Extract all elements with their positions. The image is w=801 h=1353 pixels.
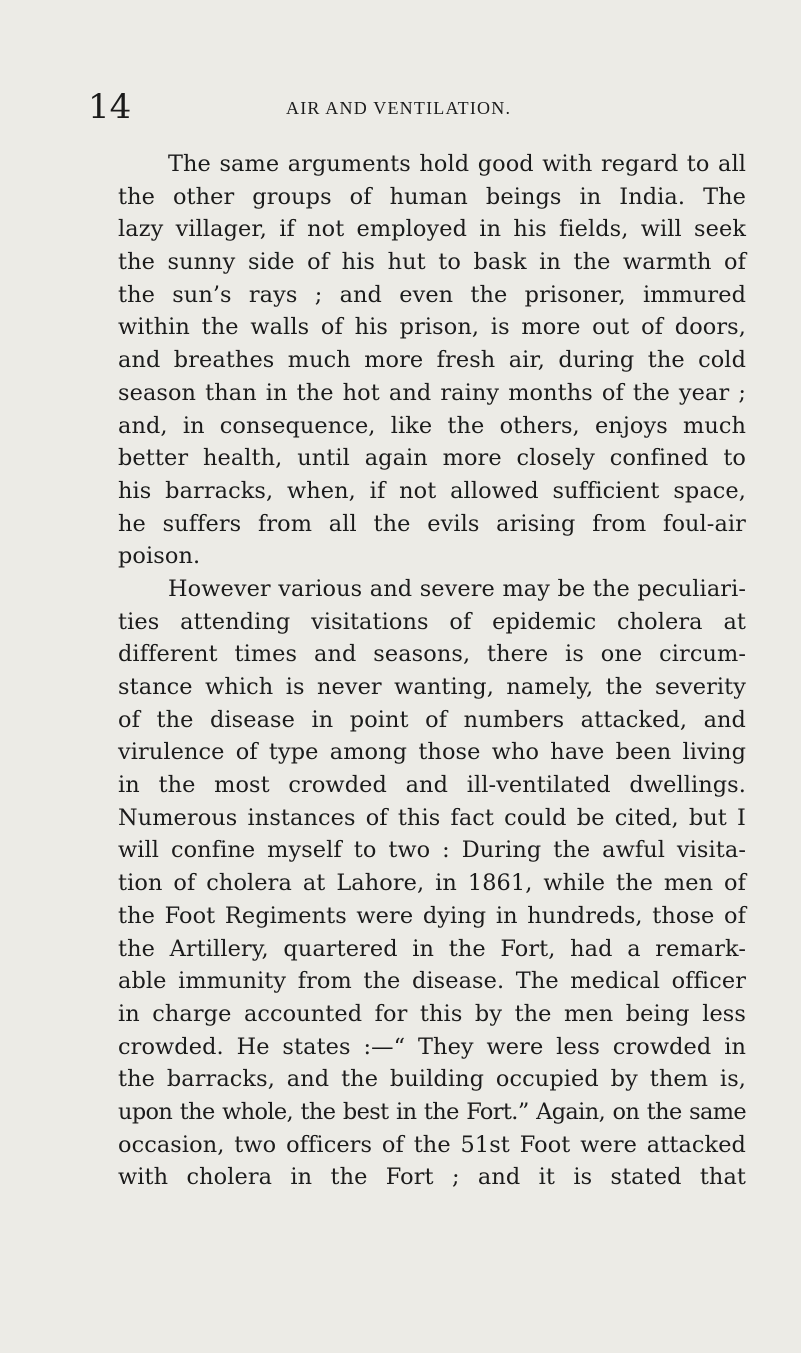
text-line: virulence of type among those who have been living [118, 739, 746, 766]
page-number: 14 [88, 87, 132, 127]
text-line: The same arguments hold good with regard to all [168, 151, 746, 177]
text-line: the sunny side of his hut to bask in the warmth of [118, 249, 746, 276]
running-head [88, 87, 748, 127]
text-line: of the disease in point of numbers attacked, and [118, 706, 746, 733]
text-line: and, in consequence, like the others, enjoys much [118, 412, 746, 439]
text-line: the other groups of human beings in India. The [118, 183, 746, 210]
text-line: within the walls of his prison, is more out of doors, [118, 314, 746, 341]
running-title: AIR AND VENTILATION. [286, 98, 512, 118]
text-line: the Artillery, quartered in the Fort, had a remark- [118, 935, 746, 962]
text-line: stance which is never wanting, namely, the severity [118, 674, 746, 700]
text-line: ties attending visitations of epidemic cholera at [118, 608, 746, 635]
text-line: he suffers from all the evils arising from foul-air [118, 510, 746, 537]
text-line: poison. [118, 543, 201, 570]
text-line: his barracks, when, if not allowed sufficient space, [118, 477, 746, 504]
text-line: lazy villager, if not employed in his fields, will seek [118, 216, 746, 243]
text-line: the sun’s rays ; and even the prisoner, immured [118, 281, 746, 308]
text-line: upon the whole, the best in the Fort.” Again, on the same [118, 1098, 746, 1125]
text-line: better health, until again more closely confined to [118, 445, 746, 472]
paragraph-1 [118, 148, 746, 573]
text-line: the Foot Regiments were dying in hundreds, those of [118, 902, 746, 929]
text-line: able immunity from the disease. The medical officer [118, 968, 746, 995]
text-line: season than in the hot and rainy months of the year ; [118, 379, 746, 406]
text-line: with cholera in the Fort ; and it is stated that [118, 1164, 746, 1191]
text-line: in the most crowded and ill-ventilated dwellings. [118, 772, 746, 799]
text-line: and breathes much more fresh air, during the cold [118, 347, 746, 374]
text-line: Numerous instances of this fact could be cited, but I [118, 804, 746, 831]
text-line: will confine myself to two : During the awful visita- [118, 837, 746, 864]
text-line: the barracks, and the building occupied by them is, [118, 1066, 746, 1093]
paragraph-2 [118, 573, 746, 1194]
text-line: crowded. He states :—“ They were less crowded in [118, 1033, 746, 1060]
text-line: occasion, two officers of the 51st Foot were attacked [118, 1131, 746, 1158]
body-text [118, 148, 746, 1194]
text-line: in charge accounted for this by the men being less [118, 1000, 746, 1027]
text-line: However various and severe may be the peculiari- [168, 575, 746, 602]
text-line: tion of cholera at Lahore, in 1861, while the men of [118, 870, 746, 897]
text-line: different times and seasons, there is one circum- [118, 641, 746, 668]
